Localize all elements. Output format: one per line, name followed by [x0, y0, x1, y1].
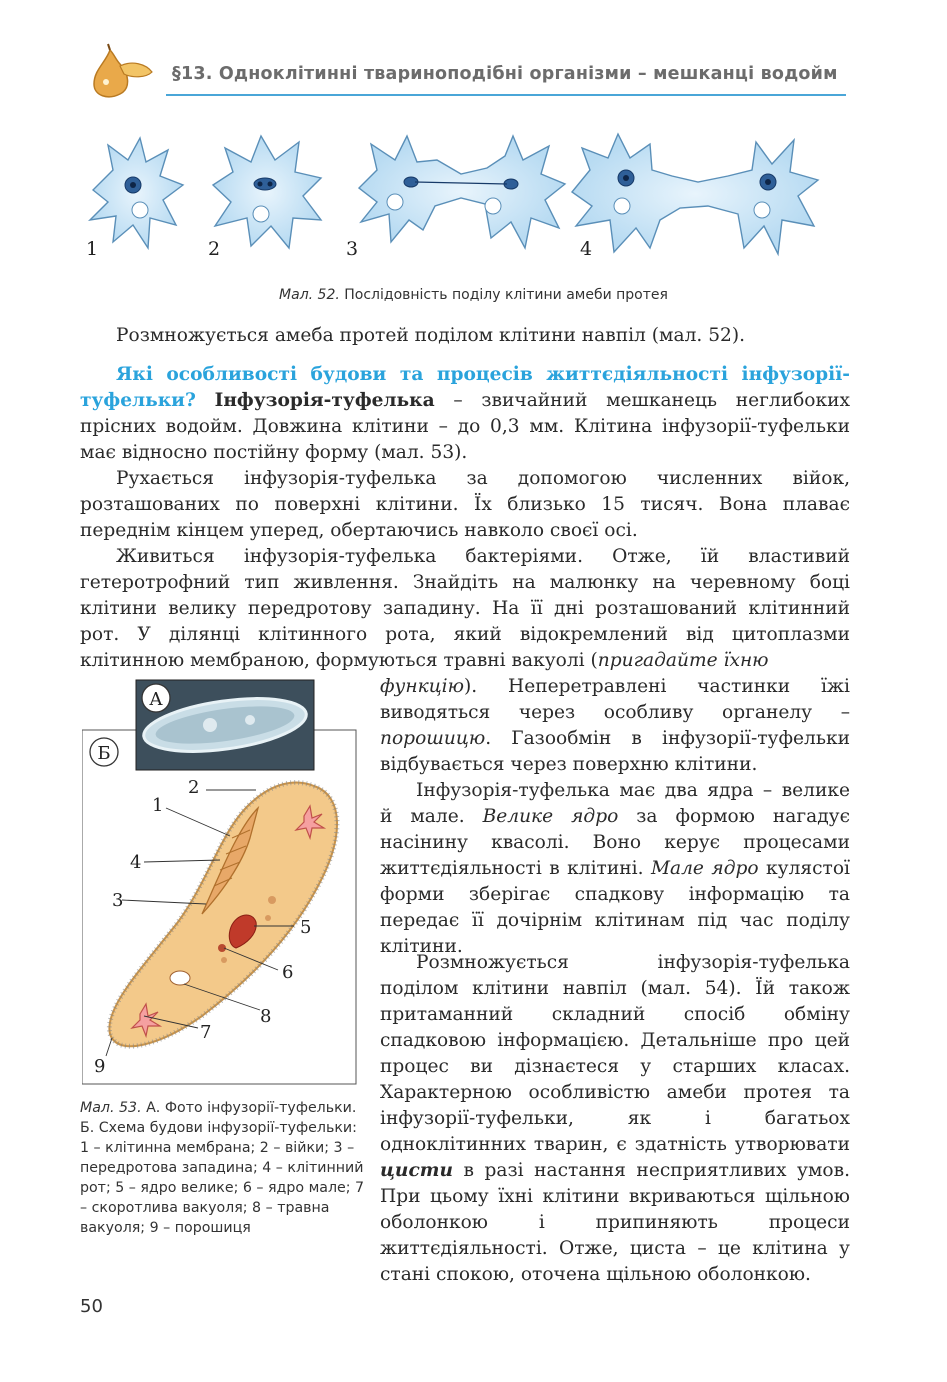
part-number: 6: [282, 962, 294, 983]
caption-label: Мал. 52.: [279, 287, 340, 303]
part-number: 1: [152, 795, 164, 816]
text: Розмножується інфузорія-туфелька поділом клітини навпіл (мал. 54). Їй також притаманний складний спосіб обміну спадковою інформацією. Детальніше про цей процес ви дізнаєтеся у старших класах. Характерною особливістю амеби протея та інфузорії-туфельки, як і багатьох одноклітинних тварин, є здатність утворювати: [380, 952, 850, 1155]
part-number: 4: [130, 852, 142, 873]
stage-number: 4: [580, 238, 593, 260]
italic-text: Мале ядро: [650, 858, 759, 879]
part-number: 5: [300, 917, 312, 938]
header-rule: [166, 94, 846, 96]
figure-paramecium: [82, 678, 358, 1086]
scheme-label: Б: [97, 743, 111, 764]
italic-text: Велике ядро: [482, 806, 619, 827]
text: Розмножується амеба протей поділом клітини навпіл (мал. 52).: [116, 325, 746, 346]
caption-text: А. Фото інфузорії-туфельки. Б. Схема будови інфузорії-туфельки: 1 – клітинна мембрана; 2 – війки; 3 – передротова западина; 4 – клітинний рот; 5 – ядро велике; 6 – ядро мале; 7 – скоротлива вакуоля; 8 – травна вакуоля; 9 – порошиця: [80, 1100, 365, 1236]
paragraph: [80, 323, 850, 349]
italic-text: функцію: [380, 676, 464, 697]
italic-text: пригадайте їхню: [597, 650, 769, 671]
amoeba-stage-4: [572, 134, 818, 254]
photo-label: А: [149, 689, 163, 710]
page-header: [80, 42, 850, 102]
figure-53-caption: [80, 1098, 370, 1238]
text: за формою нагадує насінину квасолі. Воно керує процесами життєдіяльності в клітині.: [380, 806, 850, 879]
paramecium-illustration: [82, 678, 358, 1086]
part-number: 8: [260, 1006, 272, 1027]
paragraph-continued: [380, 674, 850, 778]
part-number: 9: [94, 1056, 106, 1077]
caption-text: Послідовність поділу клітини амеби протея: [344, 287, 668, 303]
italic-text: порошицю: [380, 728, 486, 749]
text: Живиться інфузорія-туфелька бактеріями. Отже, їй властивий гетеротрофний тип живлення. Знайдіть на малюнку на черевному боці клітини велику передротову западину. На її дні розташований клітинний рот. У ділянці клітинного рота, який відокремлений від цитоплазми клітинною мембраною, формуються травні вакуолі (: [80, 546, 850, 671]
amoeba-stage-2: [213, 136, 321, 248]
paragraph: [80, 362, 850, 466]
paragraph: [380, 778, 850, 960]
term: Інфузорія-туфелька: [214, 390, 435, 411]
text: Рухається інфузорія-туфелька за допомогою численних війок, розташованих по поверхні клітини. Їх близько 15 тисяч. Вона плаває переднім кінцем уперед, обертаючись навколо своєї осі.: [80, 468, 850, 541]
term: цисти: [380, 1160, 453, 1181]
section-question: Які особливості будови та процесів життєдіяльності інфузорії-туфельки?: [80, 364, 850, 411]
stage-number: 1: [86, 238, 99, 260]
text: ). Неперетравлені частинки їжі виводяться через особливу органелу –: [380, 676, 850, 723]
paragraph: [380, 950, 850, 1288]
section-title: §13. Одноклітинні твариноподібні організми – мешканці водойм: [172, 64, 838, 84]
pear-logo-icon: [80, 42, 160, 102]
text: кулястої форми зберігає спадкову інформацію та передає її дочірнім клітинам під час поділу клітини.: [380, 858, 850, 957]
text: – звичайний мешканець неглибоких прісних водойм. Довжина клітини – до 0,3 мм. Клітина інфузорії-туфельки має відносно постійну форму (мал. 53).: [80, 390, 850, 463]
amoeba-stage-1: [90, 138, 183, 248]
page-number: 50: [80, 1296, 103, 1317]
figure-52-caption: [0, 287, 947, 303]
stage-number: 3: [346, 238, 359, 260]
text: в разі настання несприятливих умов. При цьому їхні клітини вкриваються щільною оболонкою і припиняють процеси життєдіяльності. Отже, циста – це клітина у стані спокою, оточена щільною оболонкою.: [380, 1160, 850, 1285]
amoeba-division-illustration: [78, 130, 858, 280]
paragraph: [80, 466, 850, 544]
stage-number: 2: [208, 238, 221, 260]
caption-label: Мал. 53.: [80, 1100, 142, 1116]
text: Інфузорія-туфелька має два ядра – велике й мале.: [380, 780, 850, 827]
text: . Газообмін в інфузорії-туфельки відбувається через поверхню клітини.: [380, 728, 850, 775]
paragraph: [80, 544, 850, 674]
figure-amoeba-division: [78, 130, 858, 280]
part-number: 3: [112, 890, 124, 911]
part-number: 2: [188, 777, 200, 798]
part-number: 7: [200, 1022, 212, 1043]
amoeba-stage-3: [359, 136, 565, 248]
